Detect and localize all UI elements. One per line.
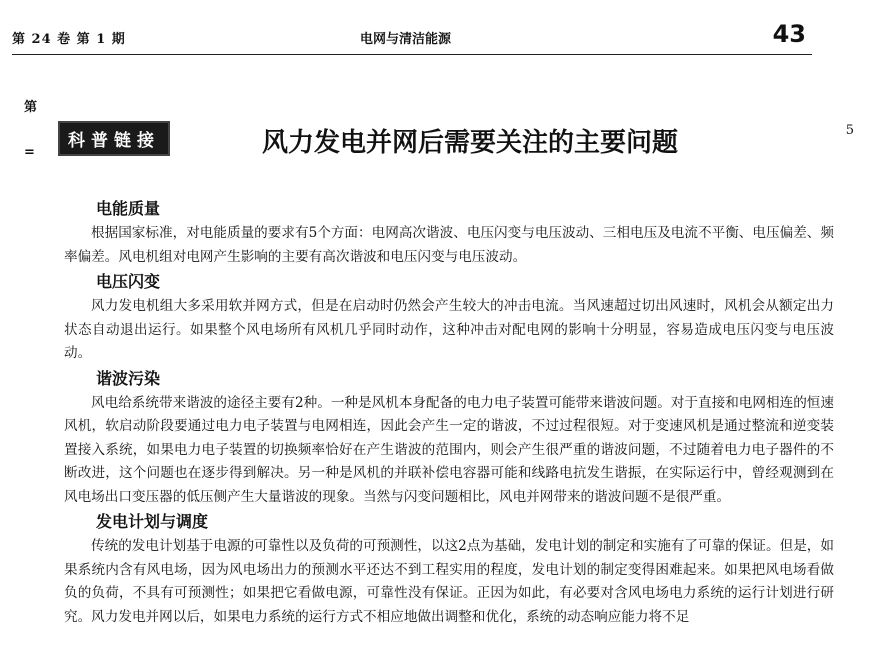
popular-science-badge: 科普链接 [58,121,170,156]
section-heading: 电压闪变 [96,272,161,291]
section-power-quality [64,196,834,269]
section-paragraph: 传统的发电计划基于电源的可靠性以及负荷的可预测性，以这2点为基础，发电计划的制定和实施有了可靠的保证。但是，如果系统内含有风电场，因为风电场出力的预测水平还达不到工程实用的程度，发电计划的制定变得困难起来。如果把风电场看做负的负荷，不具有可预测性；如果把它看做电源，可靠性没有保证。正因为如此，有必要对含风电场电力系统的运行计划进行研究。风力发电并网以后，如果电力系统的运行方式不相应地做出调整和优化，系统的动态响应能力将不足 [64,538,834,625]
section-heading: 谐波污染 [96,368,161,388]
section-harmonic-pollution [64,366,834,510]
section-paragraph: 根据国家标准，对电能质量的要求有5个方面：电网高次谐波、电压闪变与电压波动、三相电压及电流不平衡、电压偏差、频率偏差。风电机组对电网产生影响的主要有高次谐波和电压闪变与电压波动。 [64,225,834,265]
volume-issue: 第 24 卷 第 1 期 [12,32,126,47]
right-margin-fragment: 5 [845,123,854,138]
article-title: 风力发电并网后需要关注的主要问题 [262,128,679,158]
section-heading: 发电计划与调度 [96,512,209,531]
journal-name: 电网与清洁能源 [360,32,452,47]
page-number: 43 [772,20,806,48]
header-rule [12,54,812,55]
article-body [64,196,834,629]
section-dispatch-planning [64,509,834,629]
section-paragraph: 风力发电机组大多采用软并网方式，但是在启动时仍然会产生较大的冲击电流。当风速超过切出风速时，风机会从额定出力状态自动退出运行。如果整个风电场所有风机几乎同时动作，这种冲击对配电网的影响十分明显，容易造成电压闪变与电压波动。 [64,298,834,361]
section-paragraph: 风电给系统带来谐波的途径主要有2种。一种是风机本身配备的电力电子装置可能带来谐波问题。对于直接和电网相连的恒速风机，软启动阶段要通过电力电子装置与电网相连，因此会产生一定的谐波，不过过程很短。对于变速风机是通过整流和逆变装置接入系统，如果电力电子装置的切换频率恰好在产生谐波的范围内，则会产生很严重的谐波问题，不过随着电力电子器件的不断改进，这个问题也在逐步得到解决。另一种是风机的并联补偿电容器可能和线路电抗发生谐振，在实际运行中，曾经观测到在风电场出口变压器的低压侧产生大量谐波的现象。当然与闪变问题相比，风电并网带来的谐波问题不是很严重。 [64,394,834,505]
section-heading: 电能质量 [96,199,161,218]
left-margin-mark: = [24,145,35,160]
section-voltage-flicker [64,269,834,366]
page-header [12,18,812,58]
left-margin-fragment: 第 [24,100,38,115]
